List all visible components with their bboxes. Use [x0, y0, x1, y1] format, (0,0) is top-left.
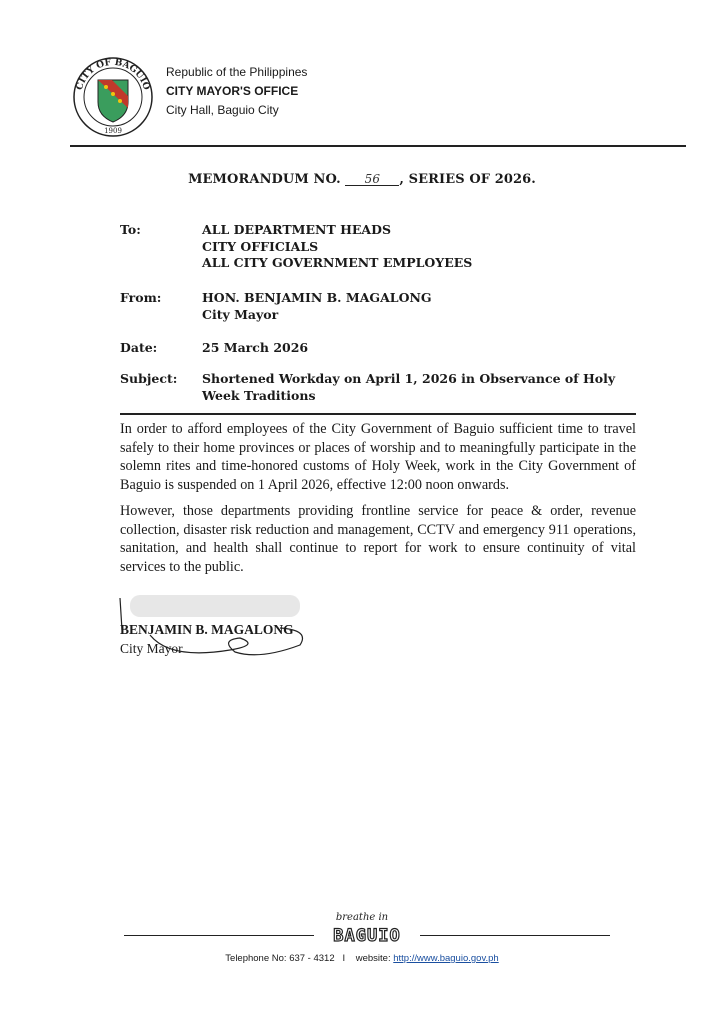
svg-text:BAGUIO: BAGUIO	[333, 926, 401, 946]
to-label: To:	[120, 222, 141, 237]
memo-title-suffix: , SERIES OF 2026.	[399, 172, 536, 187]
header-office: CITY MAYOR'S OFFICE	[166, 84, 299, 98]
footer-separator: I	[342, 953, 346, 964]
body-paragraph: However, those departments providing frontline service for peace & order, revenue collection, disaster risk reduction and management, CCTV and emergency 911 operations, sanitation, and health shall continue to report for work to ensure continuity of vital services to the public.	[120, 503, 636, 575]
footer-line-right	[420, 935, 610, 936]
to-values	[202, 222, 472, 272]
date-value: 25 March 2026	[202, 340, 309, 355]
to-recipient: ALL DEPARTMENT HEADS	[202, 222, 392, 237]
svg-text:breathe in: breathe in	[335, 912, 389, 923]
footer-telephone: Telephone No: 637 - 4312	[225, 953, 335, 964]
from-values	[202, 290, 432, 323]
footer-website-label: website:	[355, 953, 391, 964]
header-divider	[70, 145, 686, 147]
footer-contact	[0, 953, 724, 964]
to-recipient: CITY OFFICIALS	[202, 238, 319, 254]
memo-number: 56	[345, 173, 399, 186]
date-label: Date:	[120, 340, 158, 355]
subject-value: Shortened Workday on April 1, 2026 in Observance of Holy Week Traditions	[202, 371, 616, 403]
footer-line-left	[124, 935, 314, 936]
svg-text:CITY OF BAGUIO: CITY OF BAGUIO	[74, 57, 152, 92]
subject-divider	[120, 413, 636, 415]
memo-title-prefix: MEMORANDUM NO.	[188, 172, 341, 187]
from-title: City Mayor	[202, 306, 279, 322]
memo-title	[0, 172, 724, 187]
city-seal-logo	[72, 56, 154, 138]
header-republic: Republic of the Philippines	[166, 65, 308, 79]
header-address: City Hall, Baguio City	[166, 103, 279, 117]
from-name: HON. BENJAMIN B. MAGALONG	[202, 290, 432, 305]
breathe-baguio-logo	[312, 910, 422, 946]
svg-text:1909: 1909	[104, 127, 122, 135]
body-paragraph: In order to afford employees of the City Government of Baguio sufficient time to travel safely to their home provinces or places of worship and to meaningfully participate in the solemn rites and time-honored customs of Holy Week, work in the City Government of Baguio is suspended on 1 April 2026, effective 12:00 noon onwards.	[120, 421, 636, 493]
footer-website-link[interactable]: http://www.baguio.gov.ph	[393, 953, 499, 964]
to-recipient: ALL CITY GOVERNMENT EMPLOYEES	[202, 255, 473, 270]
from-label: From:	[120, 290, 162, 305]
signatory-title: City Mayor	[120, 641, 183, 656]
subject-label: Subject:	[120, 371, 178, 386]
signatory-name: BENJAMIN B. MAGALONG	[120, 622, 294, 637]
